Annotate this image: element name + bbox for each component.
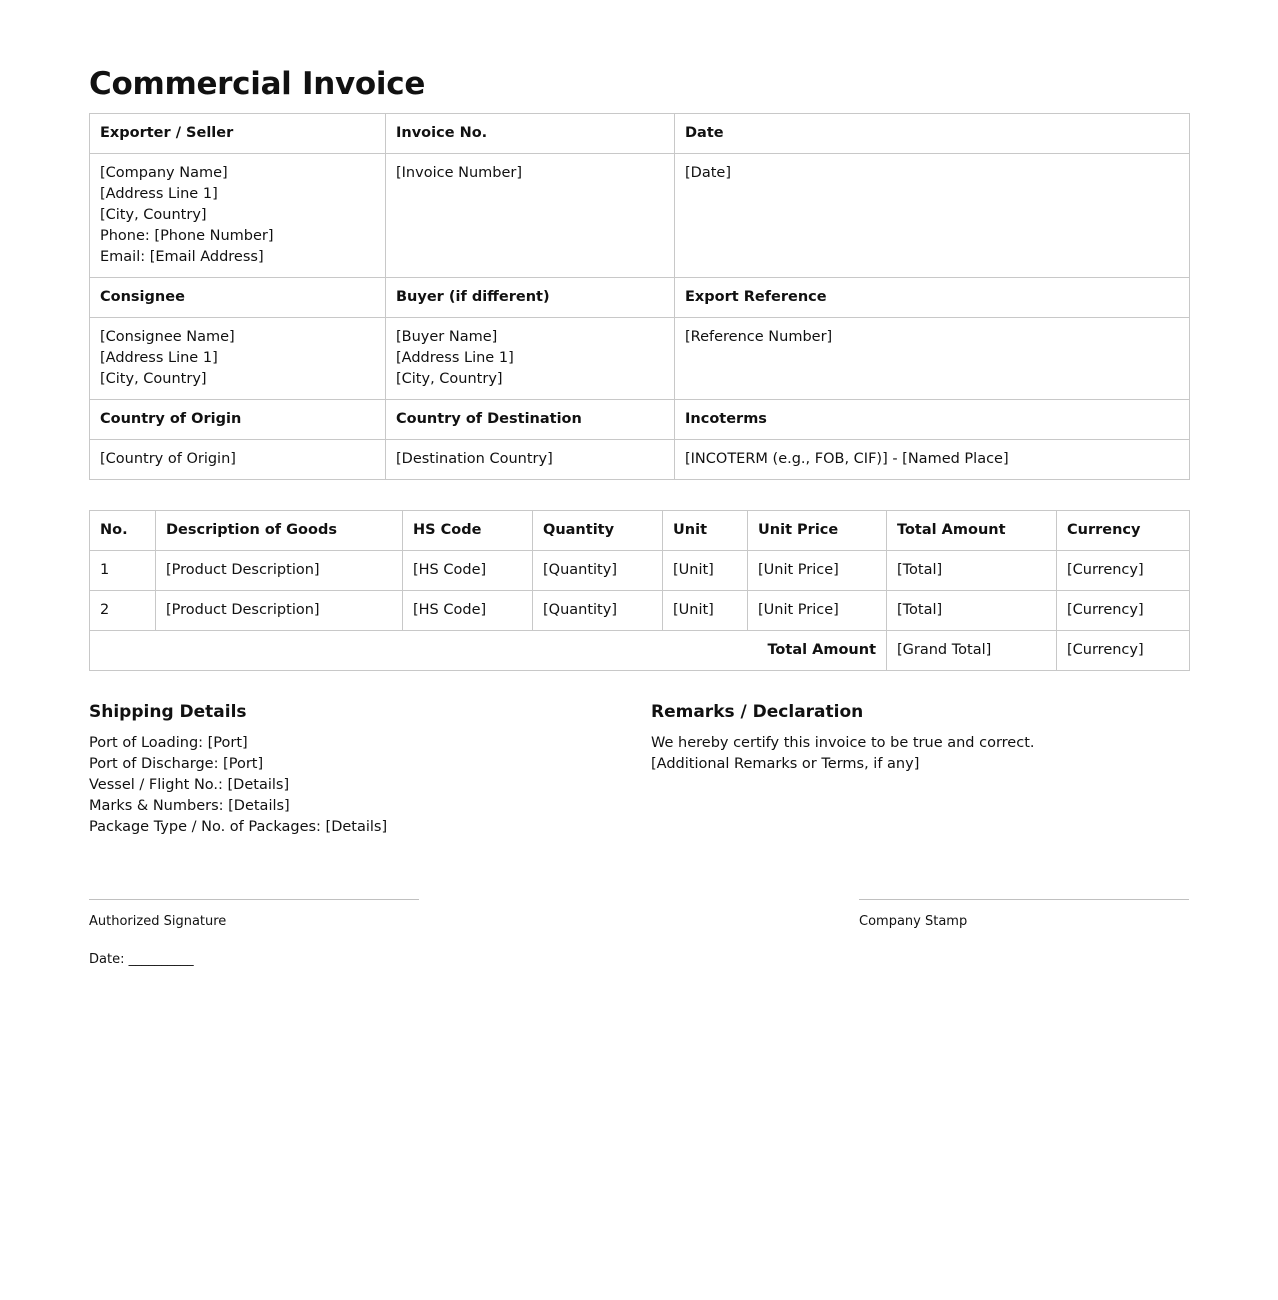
- cell-description[interactable]: [Product Description]: [156, 591, 403, 631]
- col-currency: Currency: [1057, 511, 1190, 551]
- shipping-details: [89, 700, 629, 838]
- consignee-header: Consignee: [90, 278, 386, 318]
- col-unit-price: Unit Price: [748, 511, 887, 551]
- vessel-flight-no: Vessel / Flight No.: [Details]: [89, 777, 290, 793]
- date-value[interactable]: [675, 154, 1190, 278]
- consignee-address: [Address Line 1]: [100, 350, 218, 366]
- origin-value[interactable]: [90, 440, 386, 480]
- signature-block: [89, 899, 419, 968]
- total-row: [90, 631, 1190, 671]
- declaration-text: We hereby certify this invoice to be true and correct.: [651, 735, 1035, 751]
- info-header-row: [90, 114, 1190, 154]
- buyer-name: [Buyer Name]: [396, 329, 498, 345]
- destination-country: [Destination Country]: [396, 451, 553, 467]
- cell-unit-price[interactable]: [Unit Price]: [748, 591, 887, 631]
- package-type: Package Type / No. of Packages: [Details]: [89, 819, 388, 835]
- cell-no[interactable]: 2: [90, 591, 156, 631]
- page-title: Commercial Invoice: [89, 66, 426, 102]
- col-quantity: Quantity: [533, 511, 663, 551]
- cell-quantity[interactable]: [Quantity]: [533, 591, 663, 631]
- country-of-origin: [Country of Origin]: [100, 451, 236, 467]
- invoice-no-header: Invoice No.: [386, 114, 675, 154]
- col-unit: Unit: [663, 511, 748, 551]
- cell-hs-code[interactable]: [HS Code]: [403, 591, 533, 631]
- remarks-declaration: [651, 700, 1191, 775]
- export-reference-value[interactable]: [675, 318, 1190, 400]
- goods-header-row: [90, 511, 1190, 551]
- table-row: [90, 591, 1190, 631]
- cell-total[interactable]: [Total]: [887, 591, 1057, 631]
- info-value-row: [90, 440, 1190, 480]
- cell-hs-code[interactable]: [HS Code]: [403, 551, 533, 591]
- cell-currency[interactable]: [Currency]: [1057, 591, 1190, 631]
- total-label: Total Amount: [90, 631, 887, 671]
- marks-numbers: Marks & Numbers: [Details]: [89, 798, 290, 814]
- incoterm: [INCOTERM (e.g., FOB, CIF)] - [Named Place]: [685, 451, 1009, 467]
- exporter-header: Exporter / Seller: [90, 114, 386, 154]
- cell-currency[interactable]: [Currency]: [1057, 551, 1190, 591]
- cell-unit[interactable]: [Unit]: [663, 551, 748, 591]
- shipping-heading: Shipping Details: [89, 702, 247, 722]
- info-value-row: [90, 318, 1190, 400]
- buyer-city: [City, Country]: [396, 371, 503, 387]
- signature-label: Authorized Signature: [89, 914, 227, 929]
- col-hs-code: HS Code: [403, 511, 533, 551]
- cell-no[interactable]: 1: [90, 551, 156, 591]
- incoterms-value[interactable]: [675, 440, 1190, 480]
- col-total-amount: Total Amount: [887, 511, 1057, 551]
- stamp-block: [859, 899, 1189, 930]
- cell-unit-price[interactable]: [Unit Price]: [748, 551, 887, 591]
- destination-header: Country of Destination: [386, 400, 675, 440]
- signature-date: Date: __________: [89, 952, 194, 967]
- details-section: [89, 700, 1189, 850]
- cell-unit[interactable]: [Unit]: [663, 591, 748, 631]
- exporter-value[interactable]: [90, 154, 386, 278]
- exporter-company: [Company Name]: [100, 165, 228, 181]
- col-description: Description of Goods: [156, 511, 403, 551]
- exporter-address: [Address Line 1]: [100, 186, 218, 202]
- exporter-email: Email: [Email Address]: [100, 249, 264, 265]
- port-of-discharge: Port of Discharge: [Port]: [89, 756, 264, 772]
- cell-total[interactable]: [Total]: [887, 551, 1057, 591]
- reference-number: [Reference Number]: [685, 329, 833, 345]
- stamp-line: [859, 899, 1189, 900]
- signature-line: [89, 899, 419, 900]
- invoice-info-table: [89, 113, 1190, 480]
- consignee-value[interactable]: [90, 318, 386, 400]
- info-header-row: [90, 400, 1190, 440]
- info-header-row: [90, 278, 1190, 318]
- consignee-city: [City, Country]: [100, 371, 207, 387]
- info-value-row: [90, 154, 1190, 278]
- cell-quantity[interactable]: [Quantity]: [533, 551, 663, 591]
- cell-description[interactable]: [Product Description]: [156, 551, 403, 591]
- buyer-value[interactable]: [386, 318, 675, 400]
- exporter-phone: Phone: [Phone Number]: [100, 228, 274, 244]
- invoice-page: [89, 60, 1189, 967]
- invoice-number: [Invoice Number]: [396, 165, 523, 181]
- grand-total-currency[interactable]: [Currency]: [1057, 631, 1190, 671]
- destination-value[interactable]: [386, 440, 675, 480]
- remarks-heading: Remarks / Declaration: [651, 702, 864, 722]
- buyer-header: Buyer (if different): [386, 278, 675, 318]
- additional-remarks: [Additional Remarks or Terms, if any]: [651, 756, 920, 772]
- col-no: No.: [90, 511, 156, 551]
- incoterms-header: Incoterms: [675, 400, 1190, 440]
- stamp-label: Company Stamp: [859, 914, 968, 929]
- invoice-date: [Date]: [685, 165, 731, 181]
- table-row: [90, 551, 1190, 591]
- grand-total-value[interactable]: [Grand Total]: [887, 631, 1057, 671]
- buyer-address: [Address Line 1]: [396, 350, 514, 366]
- invoice-no-value[interactable]: [386, 154, 675, 278]
- exporter-city: [City, Country]: [100, 207, 207, 223]
- goods-table: [89, 510, 1190, 671]
- port-of-loading: Port of Loading: [Port]: [89, 735, 248, 751]
- origin-header: Country of Origin: [90, 400, 386, 440]
- date-header: Date: [675, 114, 1190, 154]
- export-reference-header: Export Reference: [675, 278, 1190, 318]
- consignee-name: [Consignee Name]: [100, 329, 235, 345]
